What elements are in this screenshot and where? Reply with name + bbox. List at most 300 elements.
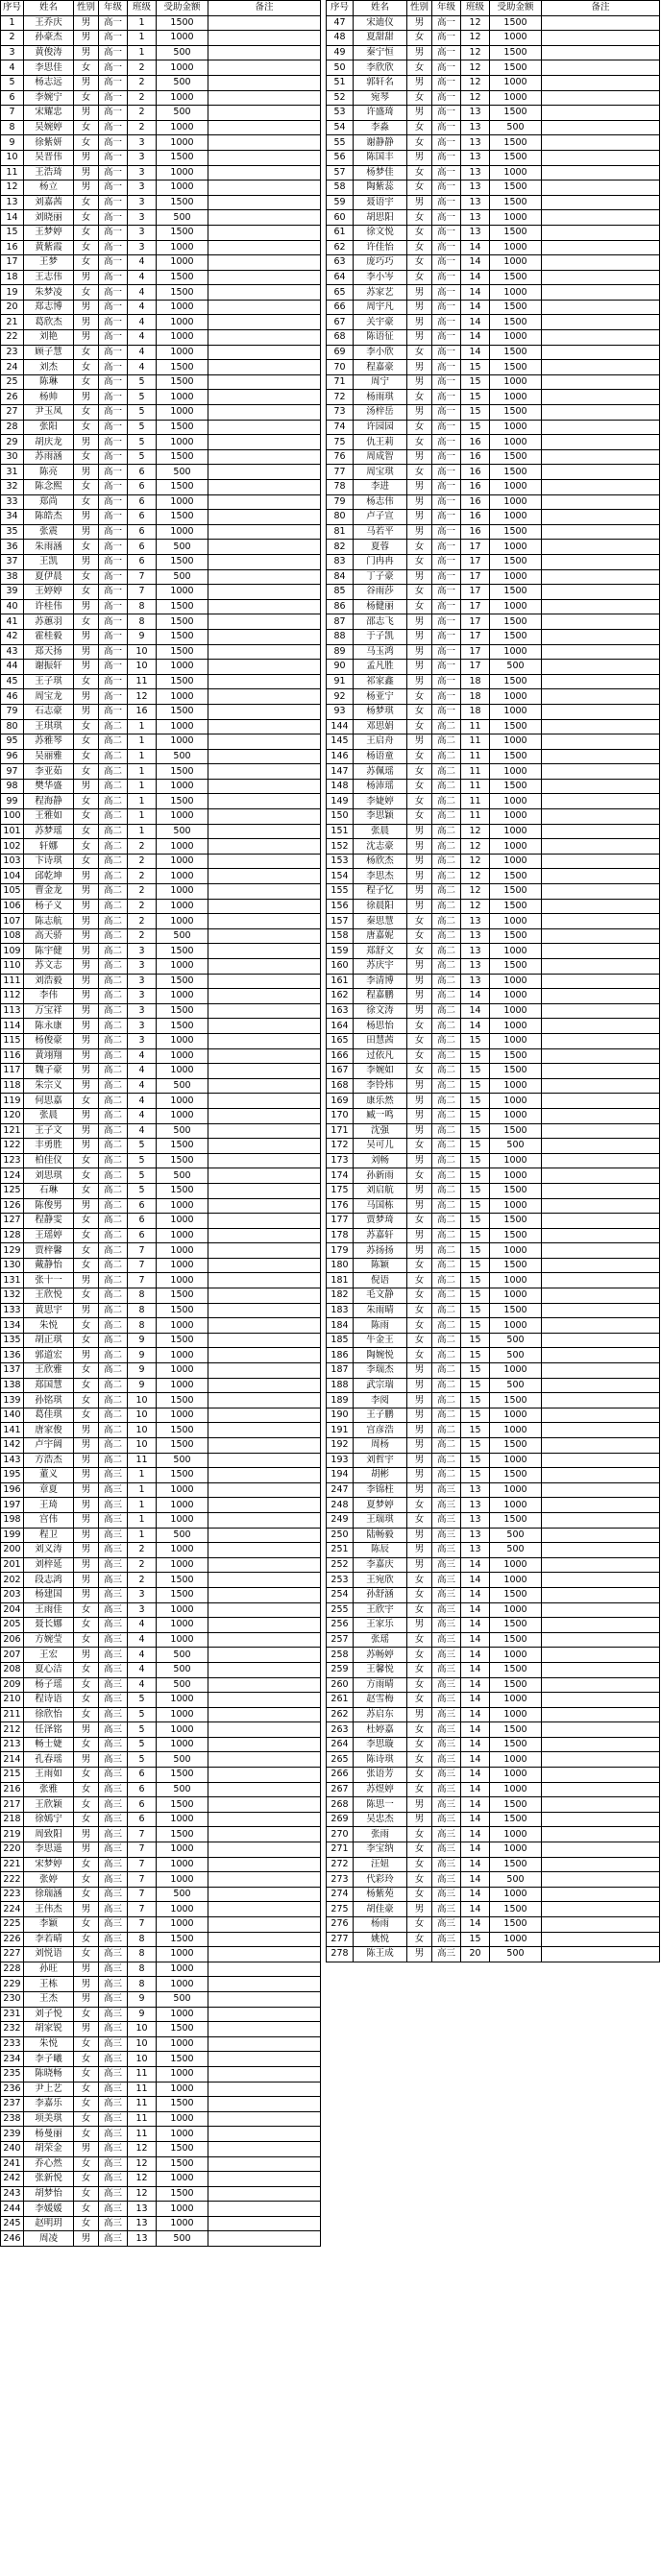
aid-amount-cell: 1000 xyxy=(490,1019,542,1034)
table-row xyxy=(1,435,321,450)
aid-amount-cell: 1000 xyxy=(157,869,208,884)
aid-amount-cell: 1500 xyxy=(490,135,542,151)
aid-amount-cell: 1000 xyxy=(157,899,208,914)
remarks-cell xyxy=(208,1573,321,1588)
gender-cell: 女 xyxy=(407,435,432,450)
serial-number-cell: 126 xyxy=(1,1198,24,1214)
serial-number-cell: 267 xyxy=(327,1782,354,1797)
remarks-cell xyxy=(208,360,321,375)
gender-cell: 女 xyxy=(407,1573,432,1588)
remarks-cell xyxy=(208,734,321,750)
gender-cell: 男 xyxy=(74,1019,99,1034)
serial-number-cell: 108 xyxy=(1,928,24,944)
grade-cell: 高二 xyxy=(99,989,128,1004)
name-cell: 李淼 xyxy=(354,120,407,135)
name-cell: 陈国丰 xyxy=(354,150,407,165)
table-row xyxy=(1,1214,321,1229)
name-cell: 邱乾坤 xyxy=(24,869,74,884)
gender-cell: 男 xyxy=(74,660,99,675)
aid-amount-cell: 500 xyxy=(490,1348,542,1363)
class-cell: 2 xyxy=(128,854,157,869)
gender-cell: 男 xyxy=(74,150,99,165)
table-row xyxy=(1,1064,321,1079)
remarks-cell xyxy=(208,1423,321,1438)
class-cell: 15 xyxy=(461,1048,490,1064)
grade-cell: 高三 xyxy=(99,1693,128,1708)
aid-amount-cell: 1500 xyxy=(490,585,542,600)
serial-number-cell: 66 xyxy=(327,300,354,315)
aid-amount-cell: 1500 xyxy=(490,360,542,375)
gender-cell: 女 xyxy=(407,135,432,151)
serial-number-cell: 16 xyxy=(1,240,24,255)
name-cell: 朱悦 xyxy=(24,2036,74,2052)
gender-cell: 男 xyxy=(407,1198,432,1214)
gender-cell: 男 xyxy=(407,1153,432,1168)
remarks-cell xyxy=(208,839,321,855)
table-row xyxy=(327,60,660,76)
name-cell: 谷雨莎 xyxy=(354,585,407,600)
aid-amount-cell: 1000 xyxy=(157,1722,208,1738)
aid-amount-cell: 1000 xyxy=(490,390,542,405)
class-cell: 10 xyxy=(128,2036,157,2052)
name-cell: 苏煜婷 xyxy=(354,1782,407,1797)
aid-amount-cell: 1000 xyxy=(490,165,542,181)
name-cell: 胡梦怡 xyxy=(24,2186,74,2202)
gender-cell: 女 xyxy=(407,390,432,405)
serial-number-cell: 185 xyxy=(327,1333,354,1348)
remarks-cell xyxy=(208,1482,321,1498)
aid-amount-cell: 1500 xyxy=(490,749,542,764)
class-cell: 11 xyxy=(128,2127,157,2142)
gender-cell: 女 xyxy=(407,255,432,271)
name-cell: 周致阳 xyxy=(24,1827,74,1842)
grade-cell: 高一 xyxy=(99,614,128,630)
class-cell: 15 xyxy=(461,1423,490,1438)
gender-cell: 女 xyxy=(74,1857,99,1872)
gender-cell: 男 xyxy=(407,15,432,31)
gender-cell: 女 xyxy=(74,2082,99,2097)
name-cell: 杨雨 xyxy=(354,1917,407,1933)
gender-cell: 男 xyxy=(407,660,432,675)
table-row xyxy=(1,869,321,884)
grade-cell: 高一 xyxy=(432,629,461,644)
table-row xyxy=(1,2231,321,2247)
gender-cell: 男 xyxy=(407,644,432,660)
aid-amount-cell: 1000 xyxy=(490,1198,542,1214)
class-cell: 13 xyxy=(461,959,490,975)
table-row xyxy=(1,1108,321,1123)
class-cell: 15 xyxy=(461,1228,490,1243)
class-cell: 14 xyxy=(461,1752,490,1768)
aid-amount-cell: 1500 xyxy=(157,2052,208,2067)
remarks-cell xyxy=(542,1498,660,1513)
name-cell: 周宁 xyxy=(354,374,407,390)
table-row xyxy=(1,1348,321,1363)
class-cell: 4 xyxy=(128,1618,157,1633)
gender-cell: 男 xyxy=(407,494,432,510)
name-cell: 丰勇胜 xyxy=(24,1139,74,1154)
name-cell: 尹玉凤 xyxy=(24,405,74,421)
table-row xyxy=(327,928,660,944)
aid-amount-cell: 1500 xyxy=(157,1932,208,1947)
remarks-cell xyxy=(208,1752,321,1768)
name-cell: 李嘉庆 xyxy=(354,1557,407,1573)
grade-cell: 高一 xyxy=(99,554,128,569)
table-row xyxy=(1,899,321,914)
aid-amount-cell: 500 xyxy=(490,1947,542,1962)
header-serial-number: 序号 xyxy=(327,1,354,16)
name-cell: 王宛欣 xyxy=(354,1573,407,1588)
class-cell: 7 xyxy=(128,1887,157,1902)
class-cell: 14 xyxy=(461,1707,490,1722)
serial-number-cell: 217 xyxy=(1,1797,24,1813)
serial-number-cell: 51 xyxy=(327,75,354,90)
name-cell: 刘思琪 xyxy=(24,1168,74,1184)
grade-cell: 高二 xyxy=(99,1214,128,1229)
remarks-cell xyxy=(208,884,321,900)
remarks-cell xyxy=(208,1917,321,1933)
remarks-cell xyxy=(208,2097,321,2112)
table-row xyxy=(327,540,660,555)
remarks-cell xyxy=(542,839,660,855)
remarks-cell xyxy=(542,1857,660,1872)
grade-cell: 高一 xyxy=(432,195,461,210)
grade-cell: 高一 xyxy=(99,60,128,76)
class-cell: 15 xyxy=(461,1318,490,1334)
table-row xyxy=(1,1393,321,1408)
class-cell: 13 xyxy=(461,974,490,989)
class-cell: 14 xyxy=(461,1857,490,1872)
aid-amount-cell: 500 xyxy=(157,1677,208,1693)
table-row xyxy=(1,1917,321,1933)
class-cell: 11 xyxy=(461,764,490,780)
serial-number-cell: 174 xyxy=(327,1168,354,1184)
table-row xyxy=(327,1228,660,1243)
class-cell: 4 xyxy=(128,1632,157,1648)
class-cell: 14 xyxy=(461,1618,490,1633)
aid-amount-cell: 1000 xyxy=(157,585,208,600)
remarks-cell xyxy=(208,374,321,390)
remarks-cell xyxy=(208,15,321,31)
serial-number-cell: 259 xyxy=(327,1662,354,1677)
serial-number-cell: 269 xyxy=(327,1812,354,1827)
table-row xyxy=(1,614,321,630)
class-cell: 16 xyxy=(461,465,490,480)
gender-cell: 男 xyxy=(74,1273,99,1288)
table-row xyxy=(1,540,321,555)
table-row xyxy=(1,106,321,121)
gender-cell: 女 xyxy=(407,554,432,569)
gender-cell: 男 xyxy=(74,1198,99,1214)
class-cell: 14 xyxy=(461,1677,490,1693)
grade-cell: 高二 xyxy=(99,1064,128,1079)
gender-cell: 女 xyxy=(407,1288,432,1304)
name-cell: 王雨佳 xyxy=(24,1602,74,1618)
class-cell: 1 xyxy=(128,794,157,809)
aid-amount-cell: 1000 xyxy=(157,719,208,734)
serial-number-cell: 82 xyxy=(327,540,354,555)
grade-cell: 高二 xyxy=(432,1288,461,1304)
table-row xyxy=(327,45,660,60)
remarks-cell xyxy=(542,1214,660,1229)
name-cell: 孙舒涵 xyxy=(354,1587,407,1602)
serial-number-cell: 50 xyxy=(327,60,354,76)
name-cell: 赵雪梅 xyxy=(354,1693,407,1708)
aid-amount-cell: 1500 xyxy=(157,2156,208,2172)
name-cell: 周成智 xyxy=(354,449,407,465)
aid-amount-cell: 1500 xyxy=(157,2141,208,2156)
serial-number-cell: 147 xyxy=(327,764,354,780)
aid-amount-cell: 1000 xyxy=(157,1108,208,1123)
serial-number-cell: 247 xyxy=(327,1482,354,1498)
gender-cell: 女 xyxy=(74,1258,99,1273)
grade-cell: 高三 xyxy=(432,1812,461,1827)
aid-amount-cell: 1000 xyxy=(490,494,542,510)
remarks-cell xyxy=(542,1019,660,1034)
gender-cell: 女 xyxy=(74,614,99,630)
serial-number-cell: 6 xyxy=(1,90,24,106)
serial-number-cell: 58 xyxy=(327,181,354,196)
table-row xyxy=(1,449,321,465)
serial-number-cell: 175 xyxy=(327,1183,354,1198)
serial-number-cell: 248 xyxy=(327,1498,354,1513)
table-row xyxy=(327,1183,660,1198)
table-row xyxy=(1,360,321,375)
class-cell: 1 xyxy=(128,45,157,60)
gender-cell: 女 xyxy=(74,2202,99,2217)
grade-cell: 高二 xyxy=(432,779,461,794)
gender-cell: 女 xyxy=(407,1737,432,1752)
serial-number-cell: 76 xyxy=(327,449,354,465)
aid-amount-cell: 1500 xyxy=(157,225,208,240)
remarks-cell xyxy=(208,2052,321,2067)
grade-cell: 高三 xyxy=(432,1947,461,1962)
table-row xyxy=(327,1094,660,1109)
serial-number-cell: 27 xyxy=(1,405,24,421)
remarks-cell xyxy=(208,120,321,135)
grade-cell: 高二 xyxy=(99,1108,128,1123)
serial-number-cell: 22 xyxy=(1,330,24,346)
name-cell: 周宇凡 xyxy=(354,300,407,315)
table-row xyxy=(327,1258,660,1273)
aid-amount-cell: 1500 xyxy=(157,285,208,301)
aid-amount-cell: 1500 xyxy=(490,1258,542,1273)
name-cell: 朱悦 xyxy=(24,1318,74,1334)
aid-amount-cell: 500 xyxy=(490,1378,542,1393)
class-cell: 15 xyxy=(461,1932,490,1947)
aid-amount-cell: 500 xyxy=(157,540,208,555)
serial-number-cell: 75 xyxy=(327,435,354,450)
serial-number-cell: 195 xyxy=(1,1468,24,1483)
class-cell: 2 xyxy=(128,1543,157,1558)
remarks-cell xyxy=(542,1198,660,1214)
gender-cell: 女 xyxy=(74,1707,99,1722)
name-cell: 汪妞 xyxy=(354,1857,407,1872)
grade-cell: 高一 xyxy=(432,300,461,315)
class-cell: 1 xyxy=(128,749,157,764)
serial-number-cell: 154 xyxy=(327,869,354,884)
class-cell: 15 xyxy=(461,1468,490,1483)
serial-number-cell: 81 xyxy=(327,524,354,540)
aid-amount-cell: 1500 xyxy=(157,1288,208,1304)
gender-cell: 男 xyxy=(74,106,99,121)
aid-amount-cell: 1500 xyxy=(490,1064,542,1079)
serial-number-cell: 98 xyxy=(1,779,24,794)
serial-number-cell: 47 xyxy=(327,15,354,31)
aid-amount-cell: 1000 xyxy=(490,510,542,525)
name-cell: 卞诗琪 xyxy=(24,854,74,869)
gender-cell: 女 xyxy=(407,599,432,614)
class-cell: 15 xyxy=(461,1198,490,1214)
remarks-cell xyxy=(542,1662,660,1677)
name-cell: 夏心洁 xyxy=(24,1662,74,1677)
table-row xyxy=(1,1842,321,1858)
aid-amount-cell: 500 xyxy=(157,1991,208,2007)
table-row xyxy=(1,1139,321,1154)
class-cell: 2 xyxy=(128,120,157,135)
table-row xyxy=(1,660,321,675)
gender-cell: 女 xyxy=(407,719,432,734)
gender-cell: 女 xyxy=(407,1048,432,1064)
remarks-cell xyxy=(208,764,321,780)
table-row xyxy=(327,854,660,869)
name-cell: 张新悦 xyxy=(24,2172,74,2187)
serial-number-cell: 162 xyxy=(327,989,354,1004)
aid-amount-cell: 1500 xyxy=(157,2097,208,2112)
serial-number-cell: 167 xyxy=(327,1064,354,1079)
gender-cell: 女 xyxy=(407,704,432,719)
remarks-cell xyxy=(208,1078,321,1094)
grade-cell: 高二 xyxy=(432,944,461,959)
remarks-cell xyxy=(208,1453,321,1468)
class-cell: 12 xyxy=(461,869,490,884)
serial-number-cell: 9 xyxy=(1,135,24,151)
grade-cell: 高三 xyxy=(432,1797,461,1813)
table-row xyxy=(327,1108,660,1123)
name-cell: 陈雨 xyxy=(354,1318,407,1334)
aid-amount-cell: 1000 xyxy=(490,1602,542,1618)
name-cell: 秦思慧 xyxy=(354,914,407,929)
gender-cell: 女 xyxy=(74,405,99,421)
aid-amount-cell: 1000 xyxy=(490,1453,542,1468)
aid-amount-cell: 1500 xyxy=(490,1737,542,1752)
remarks-cell xyxy=(208,749,321,764)
class-cell: 3 xyxy=(128,181,157,196)
gender-cell: 女 xyxy=(407,60,432,76)
aid-amount-cell: 1000 xyxy=(157,2036,208,2052)
grade-cell: 高一 xyxy=(99,330,128,346)
gender-cell: 女 xyxy=(407,809,432,825)
remarks-cell xyxy=(542,1003,660,1019)
gender-cell: 男 xyxy=(74,914,99,929)
class-cell: 14 xyxy=(461,1782,490,1797)
name-cell: 杨语童 xyxy=(354,749,407,764)
aid-amount-cell: 1000 xyxy=(157,2202,208,2217)
class-cell: 17 xyxy=(461,585,490,600)
name-cell: 庞巧巧 xyxy=(354,255,407,271)
gender-cell: 女 xyxy=(74,569,99,585)
grade-cell: 高三 xyxy=(432,1618,461,1633)
remarks-cell xyxy=(208,285,321,301)
class-cell: 3 xyxy=(128,150,157,165)
name-cell: 王梦 xyxy=(24,255,74,271)
gender-cell: 男 xyxy=(74,1423,99,1438)
table-row xyxy=(1,255,321,271)
serial-number-cell: 199 xyxy=(1,1528,24,1543)
class-cell: 2 xyxy=(128,884,157,900)
gender-cell: 女 xyxy=(407,31,432,46)
serial-number-cell: 242 xyxy=(1,2172,24,2187)
class-cell: 5 xyxy=(128,1168,157,1184)
gender-cell: 女 xyxy=(74,480,99,495)
table-row xyxy=(327,1722,660,1738)
grade-cell: 高三 xyxy=(432,1768,461,1783)
table-row xyxy=(327,839,660,855)
gender-cell: 女 xyxy=(407,1348,432,1363)
remarks-cell xyxy=(542,1842,660,1858)
class-cell: 2 xyxy=(128,899,157,914)
aid-amount-cell: 1500 xyxy=(157,944,208,959)
remarks-cell xyxy=(208,629,321,644)
name-cell: 苏佩瑶 xyxy=(354,764,407,780)
serial-number-cell: 11 xyxy=(1,165,24,181)
name-cell: 刘子悦 xyxy=(24,2007,74,2022)
class-cell: 15 xyxy=(461,1408,490,1423)
gender-cell: 男 xyxy=(407,300,432,315)
gender-cell: 男 xyxy=(407,1812,432,1827)
table-row xyxy=(1,330,321,346)
gender-cell: 女 xyxy=(74,764,99,780)
gender-cell: 男 xyxy=(407,974,432,989)
table-row xyxy=(327,1782,660,1797)
name-cell: 刘浩毅 xyxy=(24,974,74,989)
gender-cell: 女 xyxy=(74,1393,99,1408)
serial-number-cell: 62 xyxy=(327,240,354,255)
gender-cell: 女 xyxy=(74,285,99,301)
remarks-cell xyxy=(208,45,321,60)
name-cell: 方浩杰 xyxy=(24,1453,74,1468)
grade-cell: 高一 xyxy=(99,345,128,360)
aid-amount-cell: 1500 xyxy=(490,270,542,285)
class-cell: 9 xyxy=(128,1333,157,1348)
table-row xyxy=(327,300,660,315)
remarks-cell xyxy=(542,1303,660,1318)
name-cell: 程诗语 xyxy=(24,1693,74,1708)
remarks-cell xyxy=(208,1273,321,1288)
aid-amount-cell: 1000 xyxy=(157,1707,208,1722)
gender-cell: 男 xyxy=(74,524,99,540)
serial-number-cell: 90 xyxy=(327,660,354,675)
class-cell: 7 xyxy=(128,1842,157,1858)
name-cell: 张婷 xyxy=(24,1872,74,1888)
grade-cell: 高二 xyxy=(432,1423,461,1438)
aid-amount-cell: 1000 xyxy=(490,689,542,705)
serial-number-cell: 211 xyxy=(1,1707,24,1722)
gender-cell: 女 xyxy=(74,839,99,855)
serial-number-cell: 112 xyxy=(1,989,24,1004)
grade-cell: 高二 xyxy=(99,1348,128,1363)
name-cell: 门冉冉 xyxy=(354,554,407,569)
grade-cell: 高二 xyxy=(99,1423,128,1438)
remarks-cell xyxy=(208,1139,321,1154)
class-cell: 15 xyxy=(461,1273,490,1288)
class-cell: 1 xyxy=(128,719,157,734)
serial-number-cell: 5 xyxy=(1,75,24,90)
serial-number-cell: 24 xyxy=(1,360,24,375)
gender-cell: 女 xyxy=(407,1872,432,1888)
name-cell: 夏蓉 xyxy=(354,540,407,555)
gender-cell: 女 xyxy=(74,2172,99,2187)
